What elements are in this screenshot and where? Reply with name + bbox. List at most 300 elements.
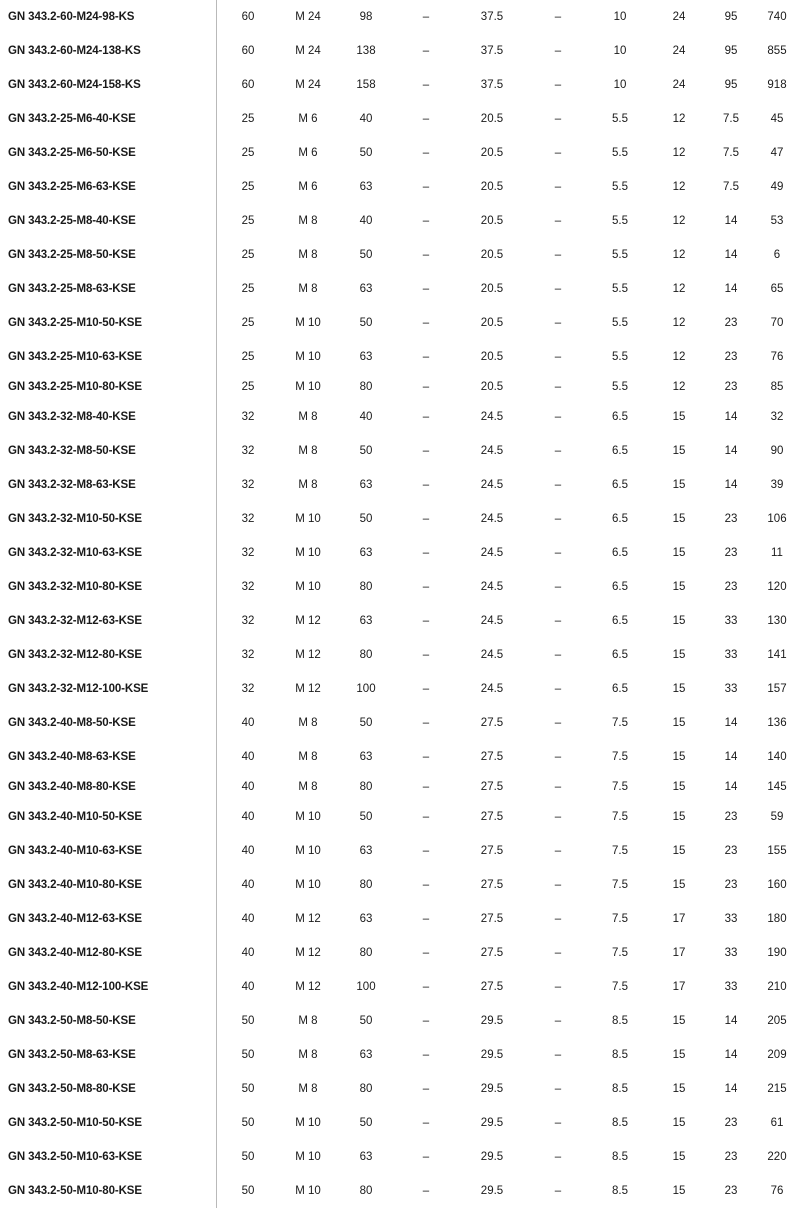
- cell-s: –: [554, 11, 562, 23]
- cell-h: 7.5: [612, 947, 628, 959]
- cell-s: –: [554, 1117, 562, 1129]
- cell-l1: 50: [359, 811, 373, 823]
- part-designation: GN 343.2-25-M6-50-KSE: [0, 136, 217, 170]
- table-row: [0, 672, 790, 706]
- cell-weight: 33: [724, 913, 738, 925]
- cell-l1: 98: [359, 11, 373, 23]
- cell-thread: M 10: [295, 1117, 321, 1129]
- cell-weight: 23: [724, 845, 738, 857]
- table-row: [0, 434, 790, 468]
- cell-d1: 60: [241, 11, 255, 23]
- cell-s: –: [554, 615, 562, 627]
- cell-h: 6.5: [612, 649, 628, 661]
- cell-h: 6.5: [612, 479, 628, 491]
- cell-l2: –: [422, 283, 430, 295]
- cell-h: 7.5: [612, 981, 628, 993]
- cell-d1: 32: [241, 547, 255, 559]
- cell-l1: 40: [359, 113, 373, 125]
- cell-thread: M 10: [295, 581, 321, 593]
- cell-10: 740: [767, 11, 787, 23]
- cell-10: 918: [767, 79, 787, 91]
- cell-weight: 33: [724, 981, 738, 993]
- cell-10: 47: [770, 147, 784, 159]
- cell-10: 130: [767, 615, 787, 627]
- cell-k: 15: [672, 581, 686, 593]
- cell-k: 17: [672, 947, 686, 959]
- table-row: [0, 400, 790, 434]
- part-designation: GN 343.2-40-M12-100-KSE: [0, 970, 217, 1004]
- table-row: [0, 1004, 790, 1038]
- cell-d1: 25: [241, 249, 255, 261]
- cell-weight: 23: [724, 879, 738, 891]
- cell-10: 59: [770, 811, 784, 823]
- cell-10: 53: [770, 215, 784, 227]
- cell-k: 15: [672, 1083, 686, 1095]
- cell-10: 32: [770, 411, 784, 423]
- part-designation: GN 343.2-25-M8-50-KSE: [0, 238, 217, 272]
- cell-10: 155: [767, 845, 787, 857]
- cell-weight: 14: [724, 781, 738, 793]
- cell-s: –: [554, 215, 562, 227]
- cell-d1: 25: [241, 181, 255, 193]
- cell-l1: 158: [356, 79, 376, 91]
- cell-l3: 27.5: [480, 717, 504, 729]
- cell-10: 140: [767, 751, 787, 763]
- cell-h: 8.5: [612, 1151, 628, 1163]
- cell-weight: 14: [724, 411, 738, 423]
- cell-s: –: [554, 1015, 562, 1027]
- cell-l3: 29.5: [480, 1117, 504, 1129]
- cell-thread: M 10: [295, 351, 321, 363]
- cell-d1: 25: [241, 381, 255, 393]
- cell-s: –: [554, 513, 562, 525]
- cell-h: 10: [613, 45, 627, 57]
- cell-d1: 40: [241, 845, 255, 857]
- cell-k: 15: [672, 547, 686, 559]
- table-row: [0, 604, 790, 638]
- cell-l3: 27.5: [480, 751, 504, 763]
- cell-l2: –: [422, 947, 430, 959]
- cell-d1: 40: [241, 811, 255, 823]
- cell-thread: M 12: [295, 913, 321, 925]
- cell-l1: 40: [359, 411, 373, 423]
- cell-l1: 63: [359, 479, 373, 491]
- part-designation: GN 343.2-25-M8-40-KSE: [0, 204, 217, 238]
- cell-l2: –: [422, 445, 430, 457]
- cell-l1: 80: [359, 1083, 373, 1095]
- cell-l3: 20.5: [480, 381, 504, 393]
- cell-d1: 32: [241, 411, 255, 423]
- cell-10: 45: [770, 113, 784, 125]
- cell-h: 7.5: [612, 811, 628, 823]
- cell-s: –: [554, 1151, 562, 1163]
- cell-h: 7.5: [612, 751, 628, 763]
- cell-d1: 32: [241, 581, 255, 593]
- table-row: [0, 638, 790, 672]
- cell-l1: 100: [356, 683, 376, 695]
- cell-s: –: [554, 811, 562, 823]
- cell-s: –: [554, 381, 562, 393]
- cell-l3: 20.5: [480, 249, 504, 261]
- cell-s: –: [554, 317, 562, 329]
- cell-h: 5.5: [612, 351, 628, 363]
- cell-h: 7.5: [612, 845, 628, 857]
- cell-weight: 23: [724, 547, 738, 559]
- part-designation: GN 343.2-40-M10-50-KSE: [0, 800, 217, 834]
- cell-k: 15: [672, 411, 686, 423]
- cell-h: 8.5: [612, 1015, 628, 1027]
- part-designation: GN 343.2-32-M10-50-KSE: [0, 502, 217, 536]
- cell-l2: –: [422, 1185, 430, 1197]
- cell-k: 12: [672, 351, 686, 363]
- cell-weight: 7.5: [723, 181, 739, 193]
- table-row: [0, 272, 790, 306]
- cell-l2: –: [422, 581, 430, 593]
- cell-weight: 33: [724, 649, 738, 661]
- cell-k: 12: [672, 249, 686, 261]
- cell-d1: 32: [241, 649, 255, 661]
- cell-h: 8.5: [612, 1083, 628, 1095]
- cell-weight: 23: [724, 317, 738, 329]
- cell-k: 15: [672, 717, 686, 729]
- cell-10: 209: [767, 1049, 787, 1061]
- cell-l1: 63: [359, 913, 373, 925]
- cell-s: –: [554, 1083, 562, 1095]
- cell-l2: –: [422, 845, 430, 857]
- cell-l1: 80: [359, 781, 373, 793]
- cell-l2: –: [422, 717, 430, 729]
- cell-k: 12: [672, 215, 686, 227]
- table-row: [0, 204, 790, 238]
- cell-l2: –: [422, 1083, 430, 1095]
- cell-l2: –: [422, 547, 430, 559]
- cell-k: 24: [672, 11, 686, 23]
- cell-l3: 24.5: [480, 581, 504, 593]
- cell-weight: 23: [724, 351, 738, 363]
- cell-k: 15: [672, 683, 686, 695]
- table-row: [0, 1140, 790, 1174]
- cell-thread: M 10: [295, 811, 321, 823]
- cell-l1: 63: [359, 845, 373, 857]
- cell-10: 61: [770, 1117, 784, 1129]
- cell-weight: 14: [724, 283, 738, 295]
- cell-l3: 24.5: [480, 615, 504, 627]
- cell-weight: 14: [724, 215, 738, 227]
- cell-weight: 95: [724, 11, 738, 23]
- cell-weight: 95: [724, 45, 738, 57]
- cell-thread: M 8: [298, 445, 318, 457]
- cell-l3: 27.5: [480, 845, 504, 857]
- cell-weight: 14: [724, 1015, 738, 1027]
- cell-10: 205: [767, 1015, 787, 1027]
- cell-d1: 40: [241, 781, 255, 793]
- cell-s: –: [554, 351, 562, 363]
- cell-l1: 63: [359, 283, 373, 295]
- cell-thread: M 8: [298, 751, 318, 763]
- cell-k: 15: [672, 811, 686, 823]
- cell-d1: 50: [241, 1117, 255, 1129]
- cell-d1: 25: [241, 215, 255, 227]
- cell-l1: 63: [359, 547, 373, 559]
- cell-d1: 40: [241, 751, 255, 763]
- part-designation: GN 343.2-60-M24-98-KS: [0, 0, 217, 34]
- cell-d1: 60: [241, 79, 255, 91]
- part-designation: GN 343.2-50-M8-50-KSE: [0, 1004, 217, 1038]
- table-row: [0, 68, 790, 102]
- cell-l1: 50: [359, 445, 373, 457]
- part-designation: GN 343.2-60-M24-138-KS: [0, 34, 217, 68]
- cell-thread: M 12: [295, 649, 321, 661]
- cell-l1: 100: [356, 981, 376, 993]
- part-designation: GN 343.2-40-M12-80-KSE: [0, 936, 217, 970]
- cell-l3: 37.5: [480, 79, 504, 91]
- cell-l1: 50: [359, 249, 373, 261]
- cell-weight: 23: [724, 513, 738, 525]
- cell-h: 8.5: [612, 1117, 628, 1129]
- cell-weight: 23: [724, 381, 738, 393]
- cell-d1: 40: [241, 717, 255, 729]
- cell-l3: 20.5: [480, 147, 504, 159]
- cell-thread: M 6: [298, 147, 318, 159]
- cell-weight: 14: [724, 1083, 738, 1095]
- cell-l3: 29.5: [480, 1015, 504, 1027]
- cell-l2: –: [422, 249, 430, 261]
- cell-h: 5.5: [612, 249, 628, 261]
- cell-thread: M 10: [295, 879, 321, 891]
- cell-h: 5.5: [612, 381, 628, 393]
- cell-k: 12: [672, 147, 686, 159]
- cell-10: 39: [770, 479, 784, 491]
- table-row: [0, 970, 790, 1004]
- cell-10: 180: [767, 913, 787, 925]
- part-designation: GN 343.2-40-M8-63-KSE: [0, 740, 217, 774]
- cell-d1: 32: [241, 479, 255, 491]
- cell-d1: 32: [241, 445, 255, 457]
- cell-weight: 23: [724, 1117, 738, 1129]
- cell-l2: –: [422, 1049, 430, 1061]
- cell-l1: 80: [359, 381, 373, 393]
- cell-l2: –: [422, 147, 430, 159]
- cell-l2: –: [422, 1015, 430, 1027]
- cell-weight: 23: [724, 1151, 738, 1163]
- cell-k: 15: [672, 513, 686, 525]
- cell-s: –: [554, 649, 562, 661]
- part-designation: GN 343.2-50-M10-80-KSE: [0, 1174, 217, 1208]
- part-designation: GN 343.2-32-M8-50-KSE: [0, 434, 217, 468]
- table-row: [0, 706, 790, 740]
- cell-weight: 14: [724, 717, 738, 729]
- cell-l2: –: [422, 1117, 430, 1129]
- part-designation: GN 343.2-40-M8-80-KSE: [0, 774, 217, 800]
- cell-d1: 25: [241, 147, 255, 159]
- cell-d1: 25: [241, 317, 255, 329]
- cell-s: –: [554, 751, 562, 763]
- cell-l3: 27.5: [480, 947, 504, 959]
- cell-d1: 32: [241, 513, 255, 525]
- part-designation: GN 343.2-50-M8-63-KSE: [0, 1038, 217, 1072]
- cell-l3: 20.5: [480, 317, 504, 329]
- cell-h: 6.5: [612, 445, 628, 457]
- cell-h: 10: [613, 11, 627, 23]
- cell-k: 12: [672, 113, 686, 125]
- table-row: [0, 306, 790, 340]
- cell-thread: M 10: [295, 1151, 321, 1163]
- cell-l2: –: [422, 45, 430, 57]
- table-row: [0, 536, 790, 570]
- cell-thread: M 8: [298, 411, 318, 423]
- cell-10: 6: [773, 249, 781, 261]
- cell-l3: 24.5: [480, 479, 504, 491]
- cell-d1: 32: [241, 615, 255, 627]
- cell-l1: 50: [359, 717, 373, 729]
- cell-k: 15: [672, 1117, 686, 1129]
- cell-h: 5.5: [612, 283, 628, 295]
- part-designation: GN 343.2-60-M24-158-KS: [0, 68, 217, 102]
- cell-thread: M 10: [295, 1185, 321, 1197]
- cell-thread: M 8: [298, 1049, 318, 1061]
- part-designation: GN 343.2-40-M12-63-KSE: [0, 902, 217, 936]
- table-row: [0, 1072, 790, 1106]
- part-designation: GN 343.2-25-M8-63-KSE: [0, 272, 217, 306]
- cell-l2: –: [422, 649, 430, 661]
- cell-h: 6.5: [612, 615, 628, 627]
- cell-k: 15: [672, 479, 686, 491]
- cell-thread: M 24: [295, 79, 321, 91]
- part-designation: GN 343.2-32-M10-80-KSE: [0, 570, 217, 604]
- cell-l2: –: [422, 1151, 430, 1163]
- cell-thread: M 8: [298, 249, 318, 261]
- cell-l3: 24.5: [480, 513, 504, 525]
- cell-s: –: [554, 845, 562, 857]
- cell-h: 8.5: [612, 1185, 628, 1197]
- cell-l3: 37.5: [480, 45, 504, 57]
- cell-l2: –: [422, 879, 430, 891]
- cell-thread: M 12: [295, 947, 321, 959]
- table-row: [0, 468, 790, 502]
- cell-l3: 27.5: [480, 879, 504, 891]
- cell-d1: 60: [241, 45, 255, 57]
- cell-l2: –: [422, 381, 430, 393]
- cell-s: –: [554, 1185, 562, 1197]
- cell-l2: –: [422, 913, 430, 925]
- cell-h: 8.5: [612, 1049, 628, 1061]
- cell-weight: 33: [724, 683, 738, 695]
- cell-s: –: [554, 717, 562, 729]
- table-row: [0, 238, 790, 272]
- cell-h: 5.5: [612, 317, 628, 329]
- cell-10: 190: [767, 947, 787, 959]
- part-designation: GN 343.2-50-M10-63-KSE: [0, 1140, 217, 1174]
- cell-d1: 50: [241, 1083, 255, 1095]
- cell-d1: 25: [241, 113, 255, 125]
- cell-thread: M 8: [298, 717, 318, 729]
- cell-weight: 14: [724, 445, 738, 457]
- cell-s: –: [554, 445, 562, 457]
- cell-s: –: [554, 249, 562, 261]
- cell-l1: 50: [359, 1015, 373, 1027]
- cell-10: 85: [770, 381, 784, 393]
- cell-l2: –: [422, 513, 430, 525]
- cell-10: 90: [770, 445, 784, 457]
- cell-10: 145: [767, 781, 787, 793]
- cell-h: 7.5: [612, 879, 628, 891]
- cell-l3: 29.5: [480, 1083, 504, 1095]
- table-row: [0, 570, 790, 604]
- cell-k: 15: [672, 751, 686, 763]
- cell-l2: –: [422, 811, 430, 823]
- cell-l1: 63: [359, 351, 373, 363]
- cell-h: 6.5: [612, 683, 628, 695]
- cell-weight: 33: [724, 615, 738, 627]
- cell-l1: 63: [359, 1151, 373, 1163]
- cell-s: –: [554, 479, 562, 491]
- part-designation: GN 343.2-25-M10-80-KSE: [0, 374, 217, 400]
- cell-l3: 20.5: [480, 351, 504, 363]
- cell-l3: 27.5: [480, 913, 504, 925]
- cell-s: –: [554, 45, 562, 57]
- cell-h: 5.5: [612, 113, 628, 125]
- cell-thread: M 24: [295, 45, 321, 57]
- cell-s: –: [554, 879, 562, 891]
- cell-s: –: [554, 913, 562, 925]
- cell-k: 24: [672, 79, 686, 91]
- cell-thread: M 10: [295, 381, 321, 393]
- cell-k: 15: [672, 845, 686, 857]
- cell-thread: M 8: [298, 1083, 318, 1095]
- cell-l3: 27.5: [480, 781, 504, 793]
- cell-l1: 80: [359, 947, 373, 959]
- cell-h: 6.5: [612, 513, 628, 525]
- part-designation: GN 343.2-25-M6-63-KSE: [0, 170, 217, 204]
- cell-s: –: [554, 947, 562, 959]
- cell-k: 17: [672, 981, 686, 993]
- table-row: [0, 774, 790, 800]
- cell-l2: –: [422, 351, 430, 363]
- cell-l1: 50: [359, 147, 373, 159]
- part-designation: GN 343.2-25-M10-63-KSE: [0, 340, 217, 374]
- cell-s: –: [554, 981, 562, 993]
- cell-l3: 37.5: [480, 11, 504, 23]
- table-row: [0, 0, 790, 34]
- cell-l1: 138: [356, 45, 376, 57]
- table-row: [0, 740, 790, 774]
- cell-weight: 14: [724, 479, 738, 491]
- cell-l3: 24.5: [480, 445, 504, 457]
- cell-thread: M 8: [298, 1015, 318, 1027]
- cell-thread: M 10: [295, 547, 321, 559]
- cell-s: –: [554, 181, 562, 193]
- cell-d1: 40: [241, 879, 255, 891]
- cell-k: 15: [672, 615, 686, 627]
- table-row: [0, 1174, 790, 1208]
- cell-l3: 20.5: [480, 113, 504, 125]
- cell-l1: 40: [359, 215, 373, 227]
- cell-10: 76: [770, 1185, 784, 1197]
- cell-thread: M 12: [295, 981, 321, 993]
- cell-l3: 24.5: [480, 411, 504, 423]
- cell-k: 15: [672, 1049, 686, 1061]
- cell-l3: 24.5: [480, 547, 504, 559]
- cell-weight: 33: [724, 947, 738, 959]
- cell-l1: 80: [359, 649, 373, 661]
- cell-l1: 63: [359, 1049, 373, 1061]
- cell-thread: M 8: [298, 479, 318, 491]
- part-designation: GN 343.2-32-M8-63-KSE: [0, 468, 217, 502]
- cell-weight: 7.5: [723, 113, 739, 125]
- table-row: [0, 170, 790, 204]
- cell-thread: M 12: [295, 683, 321, 695]
- cell-h: 7.5: [612, 781, 628, 793]
